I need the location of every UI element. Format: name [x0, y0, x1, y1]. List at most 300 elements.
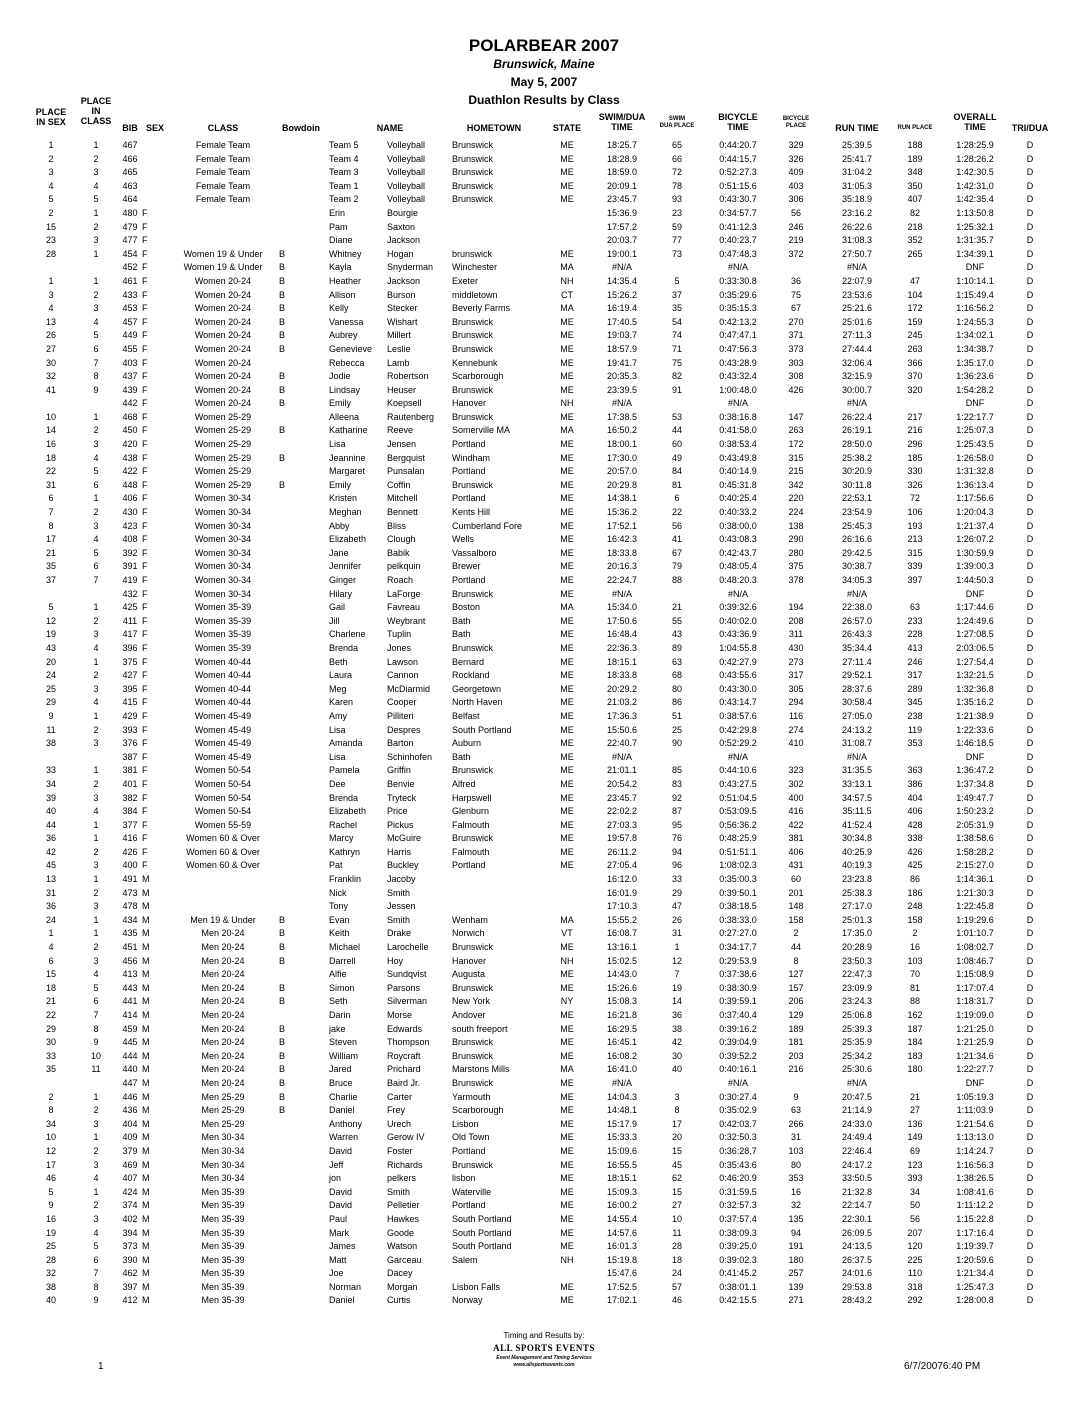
cell-place-in-class: 5 [93, 194, 99, 205]
cell-tridua: D [1026, 1186, 1034, 1197]
cell-overall: 1:26:58.0 [956, 452, 994, 463]
cell-state: ME [560, 846, 574, 857]
cell-sex: F [142, 507, 148, 518]
cell-class: Men 35-39 [201, 1295, 245, 1306]
cell-first: Lisa [329, 439, 346, 450]
cell-overall: 1:31:35.7 [956, 235, 994, 246]
cell-bib: 442 [122, 398, 138, 409]
cell-run-place: 123 [907, 1159, 923, 1170]
cell-swim-time: 15:26.6 [606, 982, 638, 993]
cell-sex: F [142, 316, 148, 327]
cell-swim-place: 44 [671, 425, 682, 436]
cell-place-in-class: 11 [91, 1064, 101, 1075]
cell-overall: 1:32:36.8 [956, 683, 994, 694]
cell-bike-place: 157 [788, 982, 804, 993]
cell-hometown: Brunswick [452, 316, 494, 327]
cell-class: Women 50-54 [194, 778, 252, 789]
cell-hometown: Brunswick [452, 982, 494, 993]
cell-run-place: 407 [907, 194, 923, 205]
cell-swim-time: 20:16.3 [606, 561, 638, 572]
table-row [0, 1104, 1088, 1118]
cell-hometown: Falmouth [452, 846, 490, 857]
cell-place-in-sex: 21 [45, 547, 56, 558]
cell-state: ME [560, 969, 574, 980]
cell-first: Kayla [329, 262, 352, 273]
cell-bike-place: 323 [788, 765, 804, 776]
cell-class: Women 20-24 [194, 303, 252, 314]
cell-bike-time: 0:34:57.7 [719, 207, 757, 218]
cell-run-place: 428 [907, 819, 923, 830]
cell-tridua: D [1026, 1295, 1034, 1306]
cell-last: LaForge [387, 588, 421, 599]
cell-tridua: D [1026, 547, 1034, 558]
cell-swim-place: 56 [671, 520, 682, 531]
cell-run-place: 318 [907, 1281, 923, 1292]
cell-place-in-sex: 31 [45, 887, 56, 898]
cell-tridua: D [1026, 1105, 1034, 1116]
cell-tridua: D [1026, 520, 1034, 531]
cell-bib: 450 [122, 425, 138, 436]
cell-bike-time: 0:52:27.3 [719, 167, 757, 178]
cell-sex: F [142, 588, 148, 599]
cell-place-in-class: 4 [93, 316, 99, 327]
cell-tridua: D [1026, 153, 1034, 164]
cell-overall: 1:21:34.4 [956, 1268, 994, 1279]
cell-sex: M [142, 1241, 150, 1252]
cell-bowdoin: B [279, 316, 286, 327]
cell-hometown: Scarborough [452, 1105, 504, 1116]
cell-swim-time: 15:08.3 [606, 996, 638, 1007]
cell-place-in-class: 2 [93, 1145, 99, 1156]
cell-swim-place: 46 [671, 1295, 682, 1306]
cell-first: Pamela [329, 765, 360, 776]
cell-sex: F [142, 493, 148, 504]
cell-sex: F [142, 357, 148, 368]
cell-overall: 1:13:50.8 [956, 207, 994, 218]
cell-swim-place: 59 [671, 221, 682, 232]
cell-bike-time: 0:46:20.9 [719, 1173, 757, 1184]
cell-bike-place: 410 [788, 738, 804, 749]
cell-last: Cannon [387, 670, 419, 681]
cell-last: Pilliteri [387, 710, 414, 721]
cell-place-in-sex: 24 [45, 914, 56, 925]
cell-bib: 387 [122, 751, 138, 762]
cell-tridua: D [1026, 1050, 1034, 1061]
cell-tridua: D [1026, 1037, 1034, 1048]
cell-overall: 1:42:30.5 [956, 167, 994, 178]
cell-class: Women 20-24 [194, 357, 252, 368]
cell-run-time: 29:42.5 [841, 547, 873, 558]
cell-first: Elizabeth [329, 806, 367, 817]
cell-hometown: Wells [452, 534, 474, 545]
cell-hometown: Scarborough [452, 371, 504, 382]
table-row [0, 1213, 1088, 1227]
cell-run-time: 26:22.6 [841, 221, 873, 232]
cell-last: Despres [387, 724, 421, 735]
cell-sex: F [142, 656, 148, 667]
cell-tridua: D [1026, 1010, 1034, 1020]
cell-bib: 419 [122, 575, 138, 585]
cell-place-in-sex: 34 [45, 778, 56, 789]
cell-run-time: 26:57.0 [841, 615, 873, 626]
cell-run-place: 136 [907, 1118, 923, 1129]
cell-bib: 429 [122, 710, 138, 721]
cell-hometown: Lisbon [452, 1118, 479, 1129]
cell-sex: F [142, 575, 148, 585]
cell-bib: 463 [122, 180, 138, 191]
cell-last: Barton [387, 738, 414, 749]
cell-state: ME [560, 806, 574, 817]
cell-class: Female Team [195, 140, 251, 150]
cell-run-place: 34 [909, 1186, 920, 1197]
cell-bike-time: 0:29:53.9 [719, 955, 757, 966]
cell-swim-time: 14:35.4 [606, 275, 638, 286]
cell-swim-time: 17:52.1 [606, 520, 638, 531]
cell-class: Women 35-39 [194, 602, 252, 613]
cell-place-in-class: 6 [93, 343, 99, 354]
cell-swim-place: 5 [674, 275, 680, 286]
table-row [0, 859, 1088, 873]
cell-bib: 440 [122, 1064, 138, 1075]
cell-place-in-class: 8 [93, 1281, 99, 1292]
cell-place-in-class: 2 [93, 846, 99, 857]
cell-class: Men 35-39 [201, 1213, 245, 1224]
cell-bib: 435 [122, 928, 138, 939]
cell-bike-place: 342 [788, 479, 804, 490]
cell-sex: M [142, 1132, 150, 1143]
cell-state: ME [560, 683, 574, 694]
cell-sex: M [142, 928, 150, 939]
cell-state: ME [560, 615, 574, 626]
cell-state: ME [560, 1186, 574, 1197]
cell-place-in-class: 3 [93, 683, 99, 694]
cell-run-place: 370 [907, 371, 923, 382]
cell-hometown: Bath [452, 629, 471, 640]
cell-run-place: 404 [907, 792, 923, 803]
cell-bib: 462 [122, 1268, 138, 1279]
cell-place-in-class: 2 [93, 1200, 99, 1211]
cell-swim-place: 21 [671, 602, 682, 613]
cell-state: ME [560, 439, 574, 450]
table-row [0, 1159, 1088, 1173]
cell-class: Female Team [195, 167, 251, 178]
cell-class: Women 20-24 [194, 343, 252, 354]
cell-class: Women 25-29 [194, 479, 252, 490]
cell-tridua: D [1026, 1268, 1034, 1279]
event-date: May 5, 2007 [510, 75, 578, 89]
cell-bike-time: 0:38:30.9 [719, 982, 757, 993]
cell-bike-time: 0:40:33.2 [719, 507, 757, 518]
cell-sex: F [142, 792, 148, 803]
cell-run-place: 120 [907, 1241, 923, 1252]
cell-overall: 1:21:30.3 [956, 887, 994, 898]
cell-run-place: 47 [909, 275, 920, 286]
cell-tridua: D [1026, 534, 1034, 545]
cell-tridua: D [1026, 982, 1034, 993]
cell-tridua: D [1026, 1281, 1034, 1292]
cell-bib: 446 [122, 1091, 138, 1102]
cell-run-place: 363 [907, 765, 923, 776]
cell-state: ME [560, 167, 574, 178]
cell-place-in-sex: 21 [45, 996, 56, 1007]
cell-state: ME [560, 1227, 574, 1238]
cell-last: Curtis [387, 1295, 411, 1306]
cell-last: Dacey [387, 1268, 413, 1279]
cell-bike-time: 0:37:57.4 [719, 1213, 757, 1224]
cell-place-in-sex: 15 [45, 969, 56, 980]
cell-bike-time: 0:44:15.7 [719, 153, 757, 164]
cell-overall: 1:44:50.3 [956, 575, 994, 585]
cell-swim-place: 14 [671, 996, 682, 1007]
cell-first: Michael [329, 942, 361, 953]
cell-tridua: D [1026, 1091, 1034, 1102]
cell-bike-place: 215 [788, 466, 804, 477]
cell-last: Schinhofen [387, 751, 433, 762]
cell-bike-place: 208 [788, 615, 804, 626]
cell-bowdoin: B [279, 248, 286, 259]
cell-state: ME [560, 507, 574, 518]
cell-bike-place: 31 [790, 1132, 801, 1143]
cell-place-in-sex: 25 [45, 683, 56, 694]
cell-hometown: South Portland [452, 1213, 512, 1224]
table-row [0, 927, 1088, 941]
cell-swim-time: 16:21.8 [606, 1010, 638, 1020]
cell-run-place: 189 [907, 153, 923, 164]
cell-bike-time: 0:41:45.2 [719, 1268, 757, 1279]
cell-class: Women 60 & Over [186, 846, 260, 857]
cell-sex: F [142, 411, 148, 422]
table-row [0, 1145, 1088, 1159]
cell-swim-place: 3 [674, 1091, 680, 1102]
cell-swim-time: #N/A [611, 262, 632, 273]
cell-run-time: 30:20.9 [841, 466, 873, 477]
cell-bike-place: 274 [788, 724, 804, 735]
cell-bike-place: 67 [790, 303, 801, 314]
cell-place-in-class: 1 [93, 602, 99, 613]
cell-last: Smith [387, 1186, 411, 1197]
cell-bike-time: 1:00:48.0 [719, 384, 757, 395]
cell-swim-place: 94 [671, 846, 682, 857]
cell-bike-time: 0:47:56.3 [719, 343, 757, 354]
cell-hometown: Bath [452, 615, 471, 626]
cell-first: Alfie [329, 969, 347, 980]
cell-sex: F [142, 629, 148, 640]
cell-bike-place: 148 [788, 901, 804, 912]
cell-tridua: D [1026, 588, 1034, 599]
col-header-swim-time: SWIM/DUA TIME [598, 112, 646, 132]
cell-bib: 417 [122, 629, 138, 640]
cell-place-in-sex: 40 [45, 806, 56, 817]
cell-bike-time: 0:39:59.1 [719, 996, 757, 1007]
cell-overall: 1:22:45.8 [956, 901, 994, 912]
cell-place-in-class: 4 [93, 969, 99, 980]
cell-hometown: Winchester [452, 262, 498, 273]
cell-run-time: 22:14.7 [841, 1200, 873, 1211]
cell-swim-place: 89 [671, 642, 682, 653]
cell-run-time: 26:22.4 [841, 411, 873, 422]
cell-run-place: 106 [907, 507, 923, 518]
cell-swim-time: 14:43.0 [606, 969, 638, 980]
cell-place-in-sex: 2 [48, 153, 54, 164]
cell-hometown: Glenburn [452, 806, 490, 817]
cell-swim-time: 14:57.6 [606, 1227, 638, 1238]
table-row [0, 221, 1088, 235]
cell-class: Women 35-39 [194, 642, 252, 653]
cell-swim-place: 62 [671, 1173, 682, 1184]
cell-last: Roycraft [387, 1050, 421, 1061]
cell-run-time: 23:09.9 [841, 982, 873, 993]
cell-last: Clough [387, 534, 416, 545]
cell-bike-time: 0:44:10.6 [719, 765, 757, 776]
cell-overall: 1:25:07.3 [956, 425, 994, 436]
cell-place-in-sex: 13 [45, 316, 56, 327]
cell-bowdoin: B [279, 371, 286, 382]
cell-swim-time: 27:05.4 [606, 860, 638, 871]
cell-run-place: 265 [907, 248, 923, 259]
cell-tridua: D [1026, 452, 1034, 463]
cell-run-place: 217 [907, 411, 923, 422]
cell-first: Erin [329, 207, 346, 218]
cell-place-in-class: 3 [93, 1213, 99, 1224]
cell-place-in-sex: 43 [45, 642, 56, 653]
cell-bike-time: 0:38:01.1 [719, 1281, 757, 1292]
cell-swim-place: 22 [671, 507, 682, 518]
cell-place-in-sex: 4 [48, 942, 54, 953]
cell-bib: 397 [122, 1281, 138, 1292]
cell-last: Griffin [387, 765, 411, 776]
cell-swim-time: 15:09.3 [606, 1186, 638, 1197]
cell-last: Cooper [387, 697, 417, 708]
cell-class: Men 20-24 [201, 1023, 245, 1034]
table-row [0, 1131, 1088, 1145]
cell-run-time: 24:17.2 [841, 1159, 873, 1170]
cell-bike-time: 0:43:55.6 [719, 670, 757, 681]
cell-run-time: 25:45.3 [841, 520, 873, 531]
cell-place-in-class: 4 [93, 697, 99, 708]
cell-tridua: D [1026, 955, 1034, 966]
cell-swim-time: 15:19.8 [606, 1254, 638, 1265]
cell-bike-time: 0:35:02.9 [719, 1105, 757, 1116]
cell-bowdoin: B [279, 289, 286, 300]
cell-run-time: 26:37.5 [841, 1254, 873, 1265]
cell-place-in-class: 4 [93, 642, 99, 653]
cell-run-time: 34:57.5 [841, 792, 873, 803]
cell-swim-time: 16:12.0 [606, 874, 638, 885]
cell-place-in-class: 4 [93, 806, 99, 817]
cell-sex: M [142, 887, 150, 898]
cell-bowdoin: B [279, 398, 286, 409]
cell-bike-place: 353 [788, 1173, 804, 1184]
cell-swim-time: 15:02.5 [606, 955, 638, 966]
cell-bib: 402 [122, 1213, 138, 1224]
cell-run-time: 30:34.8 [841, 833, 873, 844]
table-row [0, 424, 1088, 438]
cell-sex: F [142, 697, 148, 708]
cell-swim-place: 15 [671, 1186, 682, 1197]
cell-swim-place: 33 [671, 874, 682, 885]
cell-place-in-class: 1 [93, 493, 99, 504]
cell-class: Female Team [195, 153, 251, 164]
cell-swim-time: 16:41.0 [606, 1064, 638, 1075]
cell-overall: 1:17:44.6 [956, 602, 994, 613]
cell-run-time: 35:18.9 [841, 194, 873, 205]
cell-last: Heuser [387, 384, 417, 395]
cell-place-in-sex: 9 [48, 710, 54, 721]
cell-bike-place: 129 [788, 1010, 804, 1020]
cell-state: ME [560, 778, 574, 789]
cell-bib: 401 [122, 778, 138, 789]
cell-bike-time: 0:42:29.8 [719, 724, 757, 735]
cell-place-in-class: 1 [93, 207, 99, 218]
cell-state: ME [560, 751, 574, 762]
cell-sex: F [142, 778, 148, 789]
cell-last: Robertson [387, 371, 429, 382]
col-header-sex: SEX [145, 123, 164, 133]
cell-swim-time: 22:24.7 [606, 575, 638, 585]
cell-hometown: Wenham [452, 914, 488, 925]
table-row [0, 316, 1088, 330]
cell-run-place: 397 [907, 575, 923, 585]
cell-run-time: 25:34.2 [841, 1050, 873, 1061]
cell-bike-time: 0:38:57.6 [719, 710, 757, 721]
cell-last: Pickus [387, 819, 414, 830]
cell-bike-time: 0:40:02.0 [719, 615, 757, 626]
cell-swim-time: 13:16.1 [606, 942, 638, 953]
cell-run-place: 353 [907, 738, 923, 749]
cell-class: Men 20-24 [201, 1050, 245, 1061]
cell-class: Men 20-24 [201, 955, 245, 966]
cell-overall: 1:17:56.6 [956, 493, 994, 504]
cell-bike-place: 138 [788, 520, 804, 531]
cell-tridua: D [1026, 289, 1034, 300]
cell-state: ME [560, 411, 574, 422]
table-row [0, 397, 1088, 411]
cell-overall: 1:21:25.0 [956, 1023, 994, 1034]
cell-tridua: D [1026, 561, 1034, 572]
cell-swim-time: 23:39.5 [606, 384, 638, 395]
cell-bike-time: 0:38:16.8 [719, 411, 757, 422]
table-row [0, 1281, 1088, 1295]
cell-sex: M [142, 1281, 150, 1292]
cell-bike-place: 2 [793, 928, 799, 939]
cell-hometown: Portland [452, 575, 486, 585]
cell-swim-place: 20 [671, 1132, 682, 1143]
cell-swim-time: 27:03.3 [606, 819, 638, 830]
cell-tridua: D [1026, 1118, 1034, 1129]
cell-bike-place: 311 [788, 629, 804, 640]
cell-run-time: 23:53.6 [841, 289, 873, 300]
cell-swim-time: 16:55.5 [606, 1159, 638, 1170]
cell-bike-place: 116 [788, 710, 804, 721]
cell-run-time: 22:07.9 [841, 275, 873, 286]
cell-place-in-class: 2 [93, 778, 99, 789]
cell-run-time: 24:13.2 [841, 724, 873, 735]
cell-run-time: 25:41.7 [841, 153, 873, 164]
cell-class: Women 30-34 [194, 507, 252, 518]
cell-place-in-class: 7 [93, 575, 99, 585]
cell-bib: 409 [122, 1132, 138, 1143]
cell-first: Steven [329, 1037, 358, 1048]
col-header-bike-time: BICYCLE TIME [718, 112, 758, 132]
table-row [0, 248, 1088, 262]
cell-run-place: 393 [907, 1173, 923, 1184]
cell-overall: 1:42:31.0 [956, 180, 994, 191]
cell-hometown: Brunswick [452, 167, 494, 178]
cell-swim-time: 16:08.2 [606, 1050, 638, 1061]
cell-swim-time: 21:01.1 [606, 765, 638, 776]
cell-overall: 1:17:16.4 [956, 1227, 994, 1238]
cell-swim-place: 28 [671, 1241, 682, 1252]
